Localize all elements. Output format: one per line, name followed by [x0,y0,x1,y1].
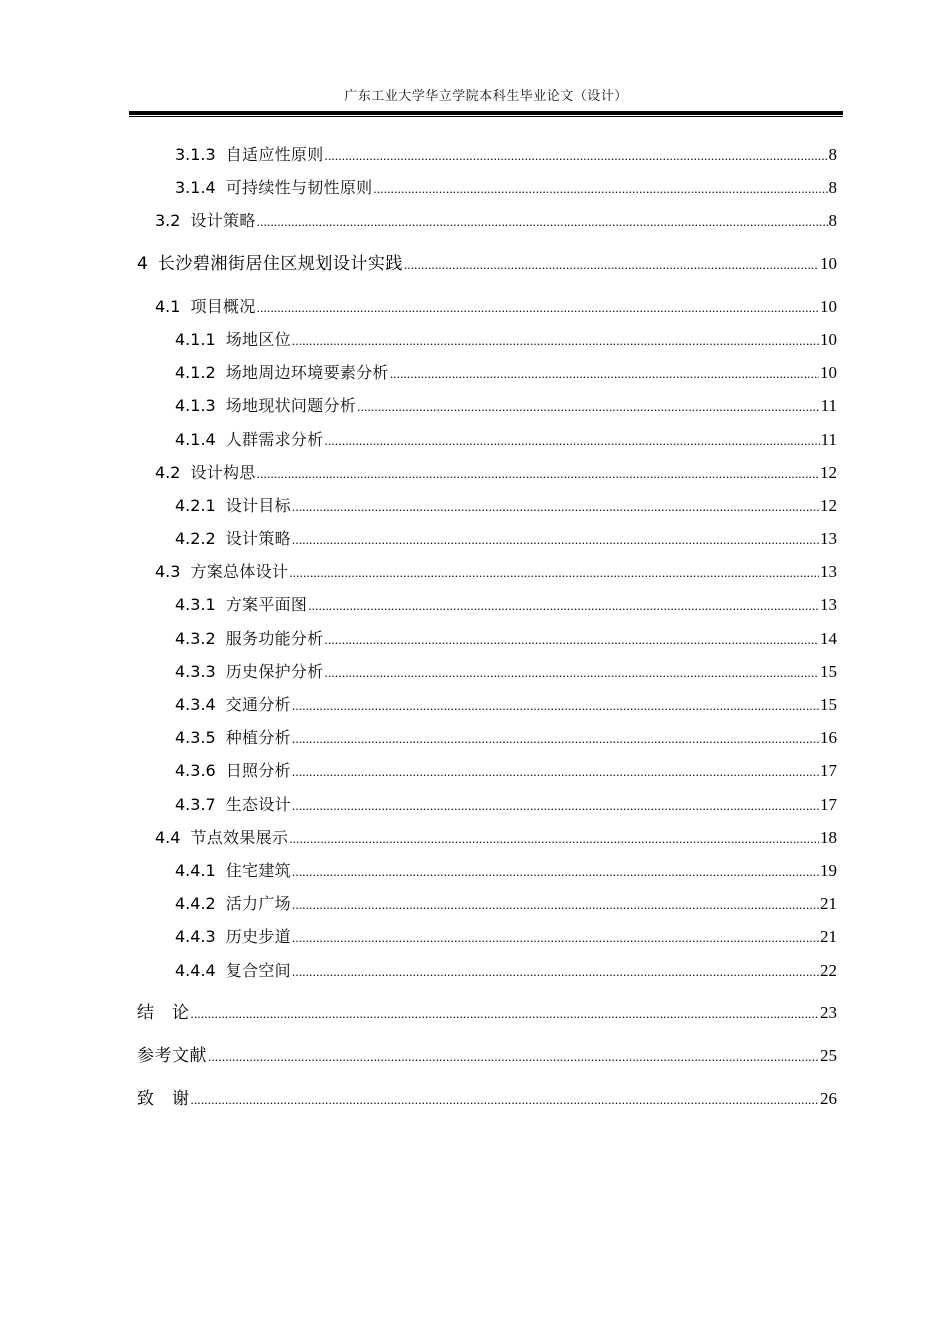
dot-leader [292,760,819,784]
dot-leader [257,210,828,234]
toc-entry-title: 设计策略 [225,529,291,548]
toc-entry-page-number: 19 [820,861,837,880]
dot-leader [289,827,819,851]
toc-entry[interactable] [155,560,837,584]
toc-entry-title: 复合空间 [225,961,291,980]
toc-entry[interactable] [137,1001,837,1025]
toc-entry-title: 历史保护分析 [225,662,324,681]
toc-entry-number: 4.2.1 [175,496,216,515]
toc-entry-title: 场地现状问题分析 [225,396,357,415]
toc-entry-number: 4.2.2 [175,529,216,548]
toc-entry-number: 4.3.6 [175,761,216,780]
toc-entry-number: 4.1.4 [175,430,216,449]
toc-entry[interactable] [175,328,837,352]
toc-entry-page-number: 17 [820,761,837,780]
toc-entry-page-number: 8 [828,178,837,197]
dot-leader [191,1002,820,1026]
toc-entry-title: 方案总体设计 [190,562,289,581]
toc-entry[interactable] [175,693,837,717]
toc-entry[interactable] [175,759,837,783]
toc-entry[interactable] [175,527,837,551]
toc-entry-page-number: 17 [820,795,837,814]
toc-entry[interactable] [175,726,837,750]
toc-entry[interactable] [175,793,837,817]
dot-leader [292,893,819,917]
dot-leader [292,727,819,751]
toc-entry-title: 可持续性与韧性原则 [225,178,373,197]
dot-leader [292,860,819,884]
toc-entry[interactable] [175,494,837,518]
toc-entry-title: 种植分析 [225,728,291,747]
toc-entry-title: 活力广场 [225,894,291,913]
dot-leader [308,594,819,618]
toc-entry-title: 设计构思 [190,463,256,482]
toc-entry-title: 历史步道 [225,927,291,946]
toc-entry-number: 4 [137,254,148,274]
dot-leader [325,628,819,652]
dot-leader [325,429,820,453]
toc-entry-page-number: 10 [820,330,837,349]
toc-entry-number: 4.3.7 [175,795,216,814]
toc-entry-page-number: 21 [820,894,837,913]
toc-entry-page-number: 22 [820,961,837,980]
toc-entry-number: 4.4.4 [175,961,216,980]
toc-entry[interactable] [175,660,837,684]
toc-entry-page-number: 8 [828,145,837,164]
toc-entry[interactable] [137,1044,837,1068]
toc-entry-title: 场地周边环境要素分析 [225,363,389,382]
dot-leader [292,926,819,950]
dot-leader [257,462,819,486]
dot-leader [373,177,827,201]
toc-entry[interactable] [137,1087,837,1111]
toc-entry-title: 场地区位 [225,330,291,349]
dot-leader [325,144,828,168]
header-rule-thin [129,116,843,117]
toc-entry-page-number: 8 [828,211,837,230]
toc-entry-title: 参考文献 [137,1046,207,1066]
toc-entry[interactable] [175,176,837,200]
dot-leader [357,395,820,419]
dot-leader [292,794,819,818]
dot-leader [390,362,819,386]
toc-entry-number: 4.3.1 [175,595,216,614]
toc-entry-number: 4.2 [155,463,181,482]
toc-entry-title: 节点效果展示 [190,828,289,847]
toc-entry-title: 项目概况 [190,297,256,316]
toc-entry-title: 致 谢 [137,1089,190,1109]
dot-leader [292,694,819,718]
header-title: 广东工业大学华立学院本科生毕业论文（设计） [344,89,628,104]
toc-entry-number: 4.4.2 [175,894,216,913]
dot-leader [208,1045,819,1069]
dot-leader [292,960,819,984]
toc-entry[interactable] [175,859,837,883]
toc-entry-number: 4.3.4 [175,695,216,714]
toc-entry-page-number: 10 [820,297,837,316]
header-rule-thick [129,111,843,115]
toc-entry-number: 4.3.2 [175,629,216,648]
toc-entry-page-number: 13 [820,595,837,614]
toc-entry[interactable] [175,959,837,983]
toc-entry-title: 服务功能分析 [225,629,324,648]
dot-leader [404,253,819,277]
toc-entry-number: 4.1.3 [175,396,216,415]
toc-entry-title: 住宅建筑 [225,861,291,880]
toc-entry-title: 长沙碧湘街居住区规划设计实践 [157,254,403,274]
toc-entry[interactable] [175,428,837,452]
toc-entry-title: 人群需求分析 [225,430,324,449]
toc-entry-number: 4.1.2 [175,363,216,382]
toc-entry[interactable] [155,826,837,850]
toc-entry-page-number: 11 [820,430,837,449]
toc-entry[interactable] [175,361,837,385]
toc-entry-number: 3.1.3 [175,145,216,164]
dot-leader [292,528,819,552]
dot-leader [191,1088,820,1112]
toc-entry[interactable] [175,143,837,167]
toc-entry[interactable] [175,394,837,418]
toc-entry-page-number: 11 [820,396,837,415]
toc-entry-page-number: 13 [820,562,837,581]
toc-entry-number: 4.4.1 [175,861,216,880]
toc-entry-number: 4.1 [155,297,181,316]
toc-entry[interactable] [175,892,837,916]
toc-entry-number: 3.1.4 [175,178,216,197]
toc-entry-page-number: 10 [820,254,837,273]
dot-leader [325,661,819,685]
toc-entry-title: 日照分析 [225,761,291,780]
toc-entry-title: 自适应性原则 [225,145,324,164]
toc-entry[interactable] [175,593,837,617]
toc-entry-page-number: 21 [820,927,837,946]
toc-entry[interactable] [155,295,837,319]
toc-entry[interactable] [175,925,837,949]
toc-entry-number: 4.3.5 [175,728,216,747]
toc-entry-number: 4.3.3 [175,662,216,681]
dot-leader [257,296,819,320]
dot-leader [292,495,819,519]
toc-entry-title: 结 论 [137,1003,190,1023]
page-header [129,88,843,106]
toc-entry-page-number: 26 [820,1089,837,1108]
toc-entry-page-number: 13 [820,529,837,548]
toc-entry-page-number: 23 [820,1003,837,1022]
toc-entry-number: 4.4.3 [175,927,216,946]
toc-entry-page-number: 25 [820,1046,837,1065]
toc-entry-page-number: 12 [820,463,837,482]
toc-entry-title: 交通分析 [225,695,291,714]
toc-entry-title: 设计策略 [190,211,256,230]
toc-entry-title: 方案平面图 [225,595,308,614]
dot-leader [289,561,819,585]
toc-entry[interactable] [175,627,837,651]
toc-entry-page-number: 12 [820,496,837,515]
toc-entry-page-number: 18 [820,828,837,847]
toc-entry-page-number: 15 [820,662,837,681]
toc-entry-page-number: 10 [820,363,837,382]
toc-entry-title: 生态设计 [225,795,291,814]
toc-entry[interactable] [155,209,837,233]
toc-entry-number: 4.1.1 [175,330,216,349]
dot-leader [292,329,819,353]
toc-entry-page-number: 16 [820,728,837,747]
toc-entry-page-number: 14 [820,629,837,648]
toc-entry-number: 4.4 [155,828,181,847]
toc-entry-title: 设计目标 [225,496,291,515]
toc-entry[interactable] [137,252,837,276]
toc-entry[interactable] [155,461,837,485]
toc-entry-page-number: 15 [820,695,837,714]
toc-entry-number: 3.2 [155,211,181,230]
toc-entry-number: 4.3 [155,562,181,581]
